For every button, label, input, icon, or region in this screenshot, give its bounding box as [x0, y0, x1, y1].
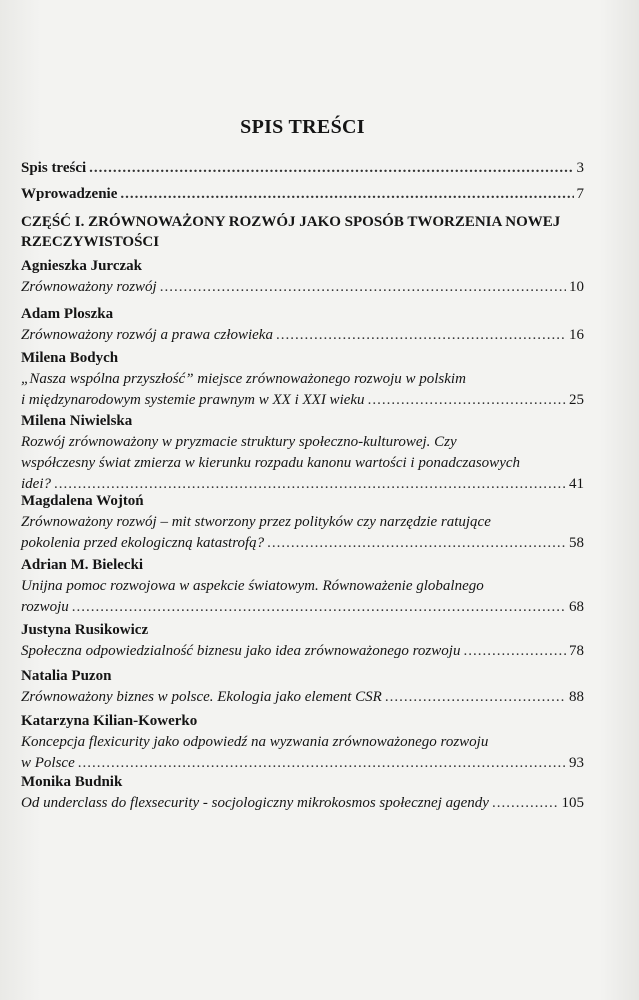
entry-author: Agnieszka Jurczak [21, 258, 142, 274]
entry-title-line [21, 793, 584, 814]
page-number: 68 [569, 599, 584, 615]
page-number: 93 [569, 755, 584, 771]
toc-entry [21, 620, 584, 662]
part-heading: CZĘŚĆ I. ZRÓWNOWAŻONY ROZWÓJ JAKO SPOSÓB TWORZENIA NOWEJ RZECZYWISTOŚCI [21, 214, 561, 250]
entry-author: Natalia Puzon [21, 668, 112, 684]
leader-dots [160, 277, 566, 298]
entry-title-text: w Polsce [21, 755, 75, 771]
leader-dots [276, 325, 566, 346]
leader-dots [463, 641, 566, 662]
entry-title-text: Zrównoważony rozwój [21, 279, 157, 295]
entry-title-line [21, 597, 584, 618]
toc-entry-spis-tresci [21, 158, 584, 179]
entry-title-text: pokolenia przed ekologiczną katastrofą? [21, 535, 265, 551]
entry-title-text: Zrównoważony biznes w polsce. Ekologia jako element CSR [21, 689, 382, 705]
page-number: 10 [569, 279, 584, 295]
leader-dots [385, 687, 566, 708]
page-number: 41 [569, 476, 584, 492]
entry-title-line [21, 277, 584, 298]
leader-dots [72, 597, 566, 618]
entry-title-text: Zrównoważony rozwój – mit stworzony przez polityków czy narzędzie ratujące [21, 514, 491, 530]
entry-title-line [21, 512, 584, 533]
page-number: 88 [569, 689, 584, 705]
entry-author: Milena Niwielska [21, 413, 133, 429]
entry-title-line [21, 432, 584, 453]
entry-title-text: rozwoju [21, 599, 69, 615]
entry-author: Katarzyna Kilian-Kowerko [21, 713, 198, 729]
entry-title-line [21, 453, 584, 474]
entry-title-text: Zrównoważony rozwój a prawa człowieka [21, 327, 273, 343]
page-number: 3 [576, 160, 584, 176]
toc-entry-wprowadzenie [21, 184, 584, 205]
entry-title-line [21, 533, 584, 554]
entry-title-line [21, 641, 584, 662]
toc-entry [21, 666, 584, 708]
toc-entry [21, 256, 584, 298]
page-number: 7 [576, 186, 584, 202]
page-number: 16 [569, 327, 584, 343]
toc-entry [21, 555, 584, 618]
leader-dots [120, 184, 573, 205]
entry-label: Wprowadzenie [21, 186, 118, 202]
toc-entry [21, 711, 584, 774]
leader-dots [492, 793, 559, 814]
entry-title-text: Rozwój zrównoważony w pryzmacie struktury społeczno-kulturowej. Czy [21, 434, 457, 450]
entry-author: Adam Ploszka [21, 306, 114, 322]
entry-title-line [21, 732, 584, 753]
toc-entry [21, 772, 584, 814]
entry-title-text: Koncepcja flexicurity jako odpowiedź na wyzwania zrównoważonego rozwoju [21, 734, 489, 750]
entry-author: Justyna Rusikowicz [21, 622, 149, 638]
entry-title-text: „Nasza wspólna przyszłość” miejsce zrównoważonego rozwoju w polskim [21, 371, 466, 387]
entry-title-line [21, 753, 584, 774]
entry-title-text: i międzynarodowym systemie prawnym w XX i XXI wieku [21, 392, 365, 408]
entry-author: Milena Bodych [21, 350, 119, 366]
toc-entry [21, 304, 584, 346]
toc-entry [21, 411, 584, 495]
page-number: 58 [569, 535, 584, 551]
entry-author: Magdalena Wojtoń [21, 493, 144, 509]
entry-author: Monika Budnik [21, 774, 123, 790]
page-number: 105 [561, 795, 584, 811]
entry-title-text: Od underclass do flexsecurity - socjologiczny mikrokosmos społecznej agendy [21, 795, 489, 811]
entry-title-text: idei? [21, 476, 51, 492]
entry-title-line [21, 369, 584, 390]
entry-title-line [21, 576, 584, 597]
toc-entry [21, 491, 584, 554]
leader-dots [89, 158, 573, 179]
entry-title-text: współczesny świat zmierza w kierunku rozpadu kanonu wartości i ponadczasowych [21, 455, 521, 471]
toc-entry [21, 348, 584, 411]
page-number: 78 [569, 643, 584, 659]
page-number: 25 [569, 392, 584, 408]
entry-title-text: Społeczna odpowiedzialność biznesu jako idea zrównoważonego rozwoju [21, 643, 461, 659]
leader-dots [78, 753, 566, 774]
entry-title-text: Unijna pomoc rozwojowa w aspekcie światowym. Równoważenie globalnego [21, 578, 484, 594]
entry-label: Spis treści [21, 160, 87, 176]
entry-title-line [21, 687, 584, 708]
entry-title-line [21, 390, 584, 411]
entry-author: Adrian M. Bielecki [21, 557, 144, 573]
entry-title-line [21, 325, 584, 346]
leader-dots [267, 533, 566, 554]
leader-dots [368, 390, 566, 411]
page-title: SPIS TREŚCI [240, 116, 365, 138]
